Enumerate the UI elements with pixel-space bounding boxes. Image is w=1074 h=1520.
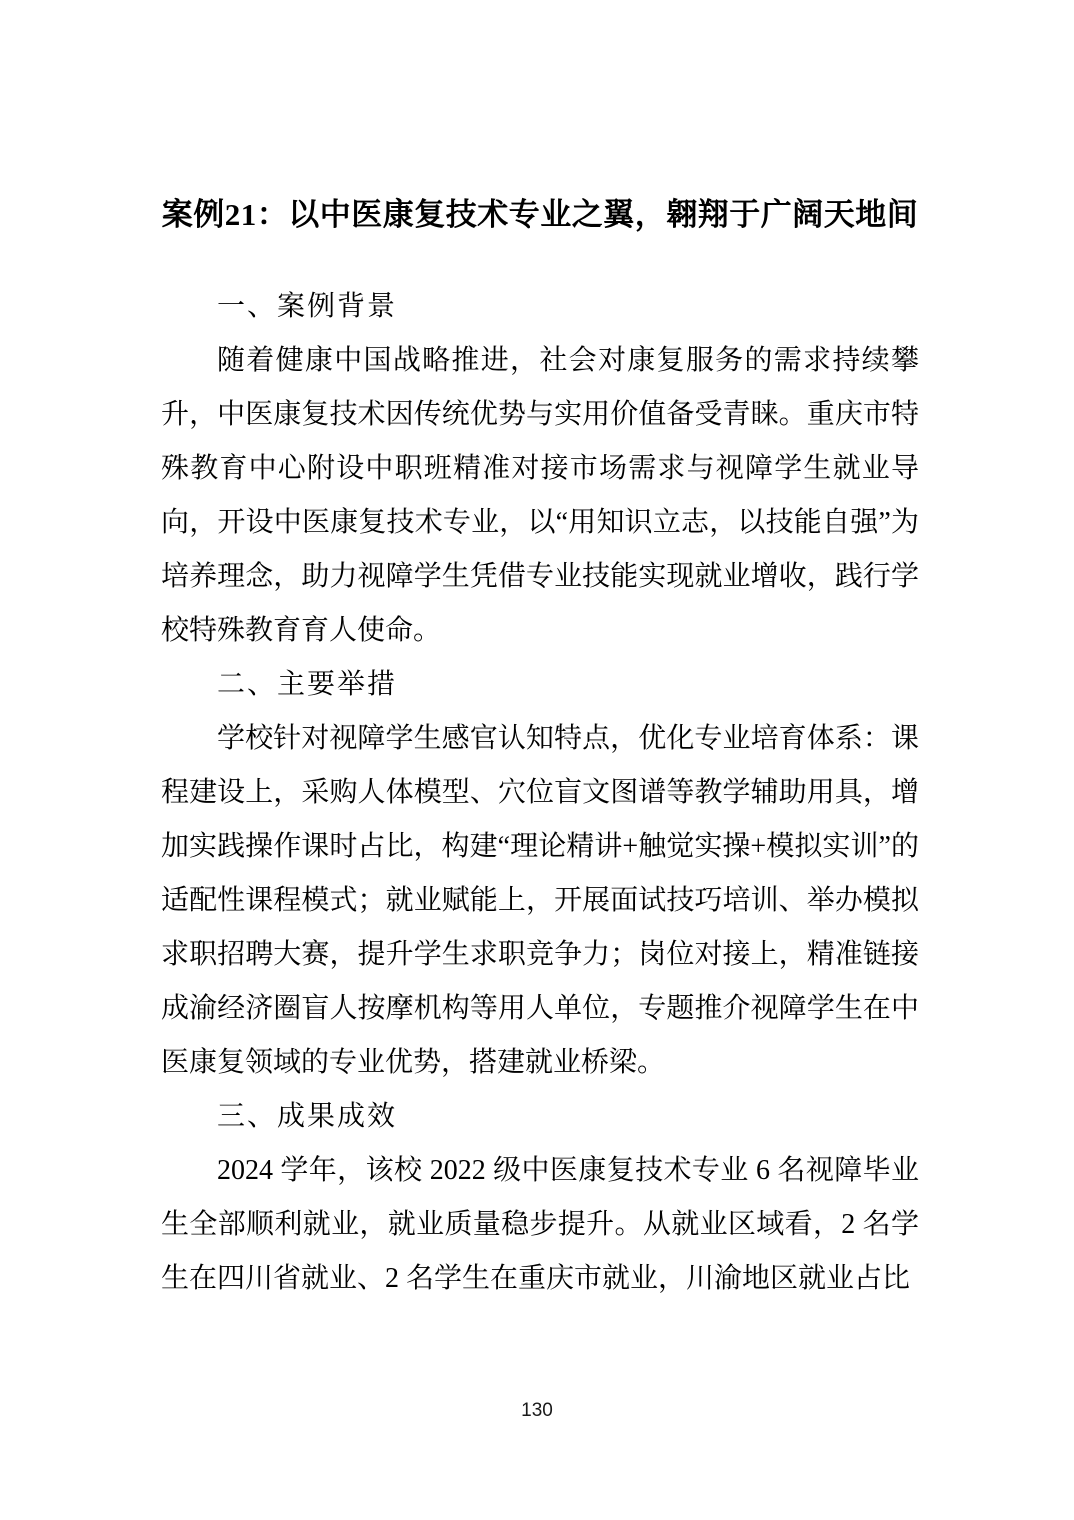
- document-title: 案例21：以中医康复技术专业之翼，翱翔于广阔天地间: [161, 197, 919, 232]
- page-number: 130: [521, 1400, 553, 1421]
- section-heading-measures: 二、主要举措: [217, 669, 398, 700]
- section-paragraph-results: 2024 学年，该校 2022 级中医康复技术专业 6 名视障毕业生全部顺利就业，就业质量稳步提升。从就业区域看，2 名学生在四川省就业、2 名学生在重庆市就业，川渝地区就业占比: [161, 1155, 919, 1294]
- section-heading-results: 三、成果成效: [217, 1101, 398, 1132]
- section-paragraph-measures: 学校针对视障学生感官认知特点，优化专业培育体系：课程建设上，采购人体模型、穴位盲文图谱等教学辅助用具，增加实践操作课时占比，构建“理论精讲+触觉实操+模拟实训”的适配性课程模式；就业赋能上，开展面试技巧培训、举办模拟求职招聘大赛，提升学生求职竞争力；岗位对接上，精准链接成渝经济圈盲人按摩机构等用人单位，专题推介视障学生在中医康复领域的专业优势，搭建就业桥梁。: [161, 723, 919, 1078]
- section-paragraph-background: 随着健康中国战略推进，社会对康复服务的需求持续攀升，中医康复技术因传统优势与实用价值备受青睐。重庆市特殊教育中心附设中职班精准对接市场需求与视障学生就业导向，开设中医康复技术专业，以“用知识立志，以技能自强”为培养理念，助力视障学生凭借专业技能实现就业增收，践行学校特殊教育育人使命。: [161, 345, 919, 646]
- section-heading-background: 一、案例背景: [217, 291, 398, 322]
- page-content: [161, 197, 919, 1306]
- document-body: [161, 280, 919, 1306]
